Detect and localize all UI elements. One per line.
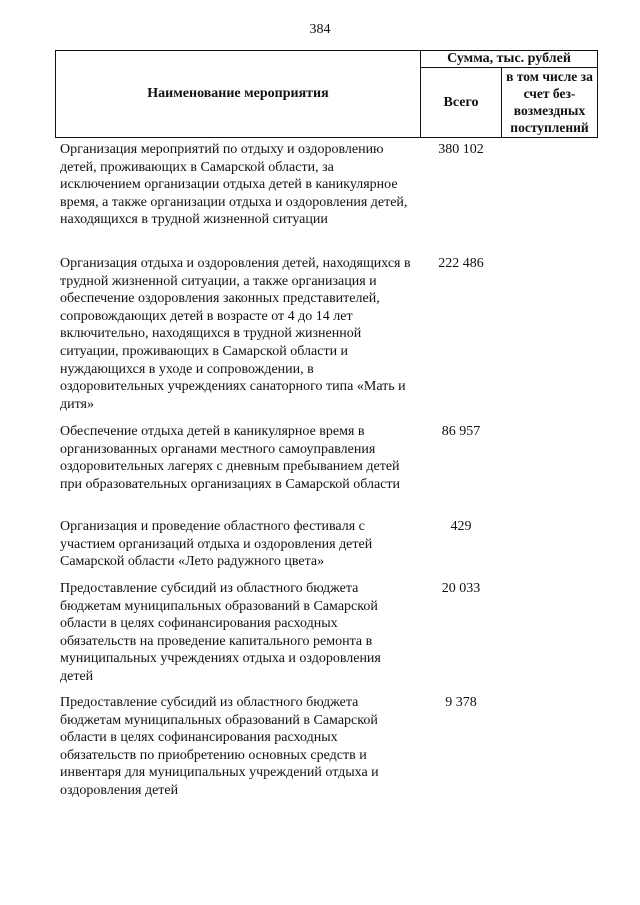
row-total: 429 <box>450 519 472 534</box>
row-name: Организация отдыха и оздоровления детей, находящихся в трудной жизненной ситуации, а также организация и обеспечение оздоровления законных представителей, сопровождающих детей в возрасте от 4 до 14 лет включительно, находящихся в трудной жизненной ситуации, проживающих в Самарской области и нуждающихся в уходе и сопровождении, в оздоровительных учреждениях санаторного типа «Мать и дитя» <box>60 256 411 412</box>
header-total: Всего <box>443 94 479 110</box>
row-total: 9 378 <box>445 695 477 710</box>
row-name: Предоставление субсидий из областного бюджета бюджетам муниципальных образований в Самарской области в целях софинансирования расходных обязательств на проведение капитального ремонта в муниципальных учреждениях отдыха и оздоровления детей <box>60 581 381 684</box>
header-name: Наименование мероприятия <box>147 86 329 101</box>
row-name: Обеспечение отдыха детей в каникулярное время в организованных органами местного самоуправления оздоровительных лагерях с дневным пребыванием детей при образовательных организациях в Самарской области <box>60 424 400 492</box>
page-number: 384 <box>309 22 331 37</box>
row-total: 222 486 <box>438 256 484 271</box>
header-including: в том числе за счет без- возмездных поступлений <box>506 69 593 135</box>
row-total: 86 957 <box>441 424 481 439</box>
row-name: Организация мероприятий по отдыху и оздоровлению детей, проживающих в Самарской области, за исключением организации отдыха детей в каникулярное время, а также организации отдыха и оздоровления детей, находящихся в трудной жизненной ситуации <box>60 142 408 228</box>
header-sum: Сумма, тыс. рублей <box>447 51 571 66</box>
row-name: Организация и проведение областного фестиваля с участием организаций отдыха и оздоровления детей Самарской области «Лето радужного цвета» <box>60 519 373 570</box>
row-total: 20 033 <box>441 581 481 596</box>
row-total: 380 102 <box>438 142 484 157</box>
row-name: Предоставление субсидий из областного бюджета бюджетам муниципальных образований в Самарской области в целях софинансирования расходных обязательств по приобретению основных средств и инвентаря для муниципальных учреждений отдыха и оздоровления детей <box>60 695 379 798</box>
